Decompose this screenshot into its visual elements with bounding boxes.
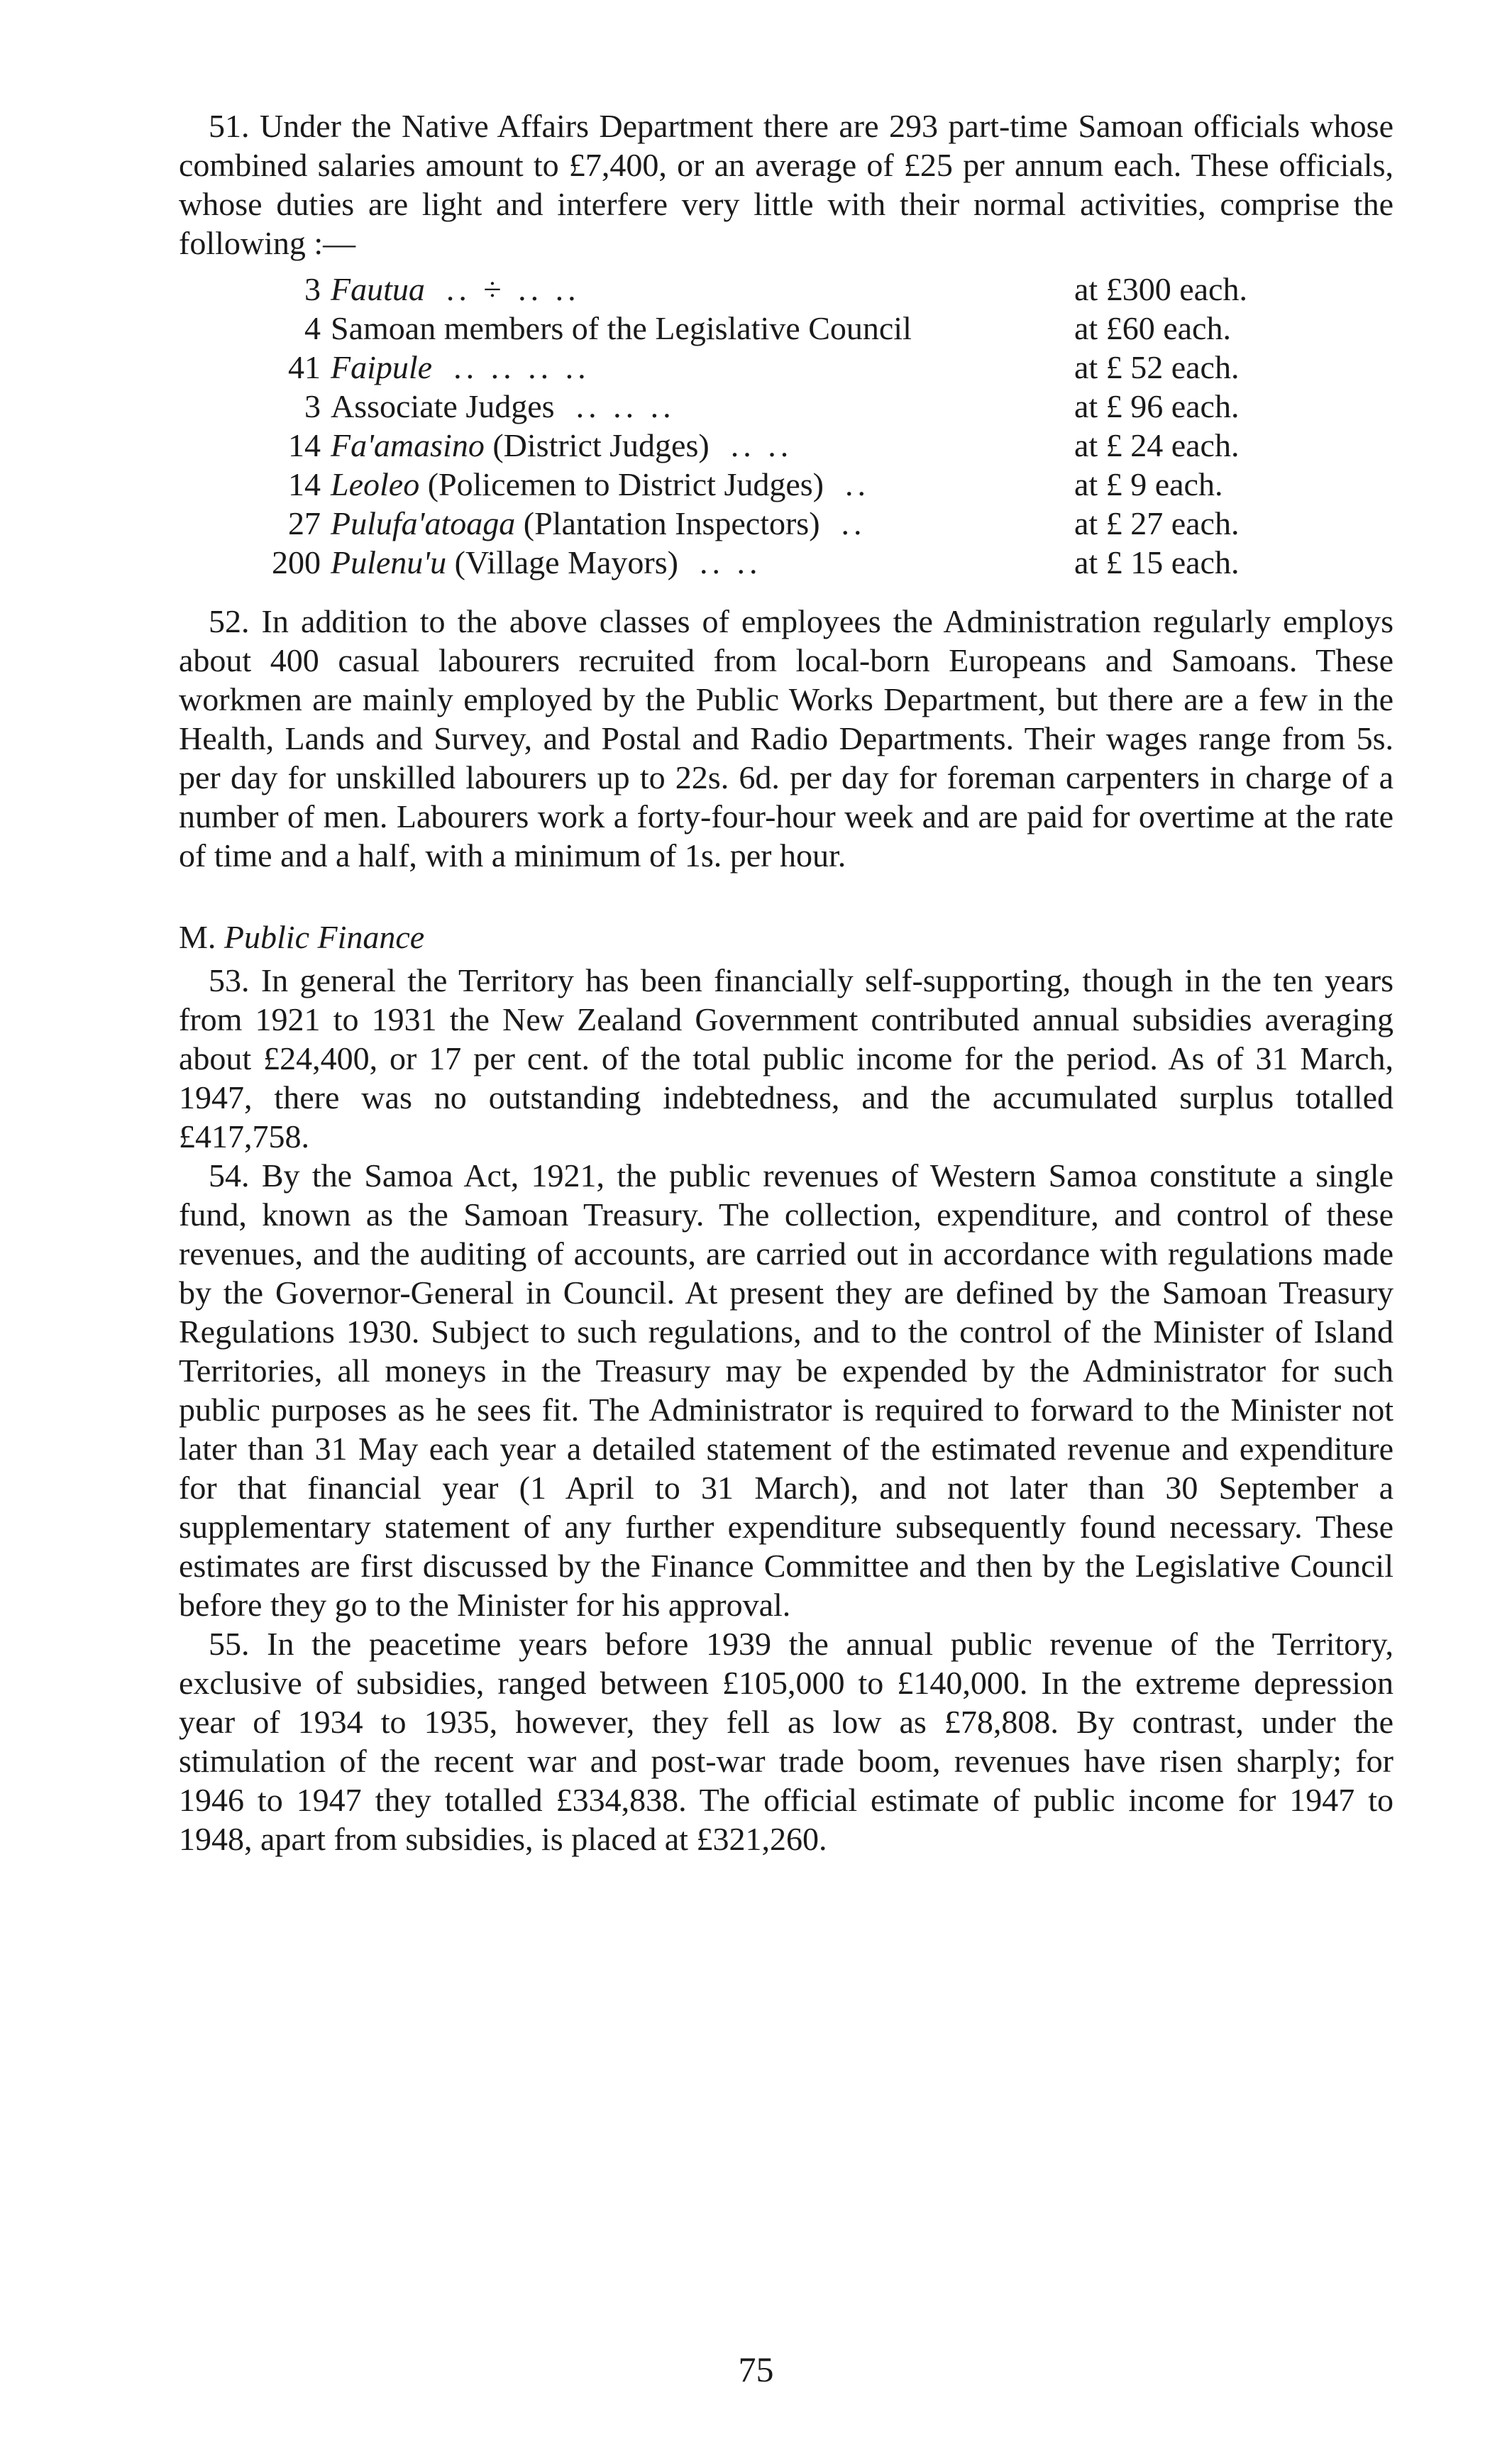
officials-salary-table <box>179 270 1287 582</box>
table-row <box>179 426 1287 465</box>
leader-dots: .. .. .. <box>575 388 675 424</box>
table-row <box>179 387 1287 426</box>
official-count: 3 <box>304 271 321 307</box>
leader-dots: .. <box>845 466 870 502</box>
official-rate: at £ 24 each. <box>1074 427 1240 463</box>
document-page <box>179 106 1394 1858</box>
paragraph-51: 51. Under the Native Affairs Department there are 293 part-time Samoan officials whose combined salaries amount to £7,400, or an average of £25 per annum each. These officials, whose duties are light and interfere very little with their normal activities, comprise the following :— <box>179 108 1394 261</box>
page-number: 75 <box>738 2350 774 2389</box>
official-title-italic: Pulenu'u <box>331 544 447 580</box>
official-title-italic: Fautua <box>331 271 425 307</box>
table-row <box>179 465 1287 504</box>
section-title: Public Finance <box>224 919 425 955</box>
leader-dots: .. .. <box>699 544 762 580</box>
official-rate: at £300 each. <box>1074 271 1247 307</box>
official-title-italic: Faipule <box>331 349 433 385</box>
official-title <box>331 270 1074 309</box>
paragraph-52: 52. In addition to the above classes of employees the Administration regularly employs about 400 casual labourers recruited from local-born Europeans and Samoans. These workmen are mainly employed by the Public Works Department, but there are a few in the Health, Lands and Survey, and Postal and Radio Departments. Their wages range from 5s. per day for unskilled labourers up to 22s. 6d. per day for foreman carpenters in charge of a number of men. Labourers work a forty-four-hour week and are paid for overtime at the rate of time and a half, with a minimum of 1s. per hour. <box>179 603 1394 874</box>
official-title <box>331 543 1074 582</box>
leader-dots: .. .. .. .. <box>453 349 590 385</box>
section-letter: M. <box>179 919 216 955</box>
table-row <box>179 543 1287 582</box>
official-rate: at £ 96 each. <box>1074 388 1240 424</box>
official-rate: at £ 9 each. <box>1074 466 1223 502</box>
official-count: 41 <box>288 349 321 385</box>
official-count: 3 <box>304 388 321 424</box>
official-count: 14 <box>288 427 321 463</box>
official-title <box>331 309 1074 348</box>
paragraph-55: 55. In the peacetime years before 1939 the annual public revenue of the Territory, exclusive of subsidies, ranged between £105,000 to £140,000. In the extreme depression year of 1934 to 1935, however, they fell as low as £78,808. By contrast, under the stimulation of the recent war and post-war trade boom, revenues have risen sharply; for 1946 to 1947 they totalled £334,838. The official estimate of public income for 1947 to 1948, apart from subsidies, is placed at £321,260. <box>179 1626 1394 1857</box>
leader-dots: .. <box>841 505 866 541</box>
official-title <box>331 387 1074 426</box>
paragraph-53: 53. In general the Territory has been financially self-supporting, though in the ten years from 1921 to 1931 the New Zealand Government contributed annual subsidies averaging about £24,400, or 17 per cent. of the total public income for the period. As of 31 March, 1947, there was no outstanding indebtedness, and the accumulated surplus totalled £417,758. <box>179 962 1394 1155</box>
official-title-italic: Leoleo <box>331 466 420 502</box>
official-rate: at £60 each. <box>1074 310 1231 346</box>
leader-dots <box>912 310 933 346</box>
official-title-plain: (Policemen to District Judges) <box>419 466 824 502</box>
official-count: 4 <box>304 310 321 346</box>
official-rate: at £ 15 each. <box>1074 544 1240 580</box>
table-row <box>179 309 1287 348</box>
official-title-italic: Pulufa'atoaga <box>331 505 516 541</box>
table-row <box>179 504 1287 543</box>
official-rate: at £ 52 each. <box>1074 349 1240 385</box>
leader-dots: .. ÷ .. .. <box>446 271 580 307</box>
official-title <box>331 465 1074 504</box>
official-count: 200 <box>272 544 321 580</box>
official-rate: at £ 27 each. <box>1074 505 1240 541</box>
official-title <box>331 504 1074 543</box>
paragraph-54: 54. By the Samoa Act, 1921, the public revenues of Western Samoa constitute a single fund, known as the Samoan Treasury. The collection, expenditure, and control of these revenues, and the auditing of accounts, are carried out in accordance with regulations made by the Governor-General in Council. At present they are defined by the Samoan Treasury Regulations 1930. Subject to such regulations, and to the control of the Minister of Island Territories, all moneys in the Treasury may be expended by the Administrator for such public purposes as he sees fit. The Administrator is required to forward to the Minister not later than 31 May each year a detailed statement of the estimated revenue and expenditure for that financial year (1 April to 31 March), and not later than 30 September a supplementary statement of any further expenditure subsequently found necessary. These estimates are first discussed by the Finance Committee and then by the Legislative Council before they go to the Minister for his approval. <box>179 1157 1394 1623</box>
table-row <box>179 270 1287 309</box>
official-count: 27 <box>288 505 321 541</box>
official-title-plain: (Plantation Inspectors) <box>515 505 820 541</box>
official-count: 14 <box>288 466 321 502</box>
official-title <box>331 348 1074 387</box>
official-title-plain: (Village Mayors) <box>446 544 678 580</box>
official-title-italic: Fa'amasino <box>331 427 485 463</box>
official-title-plain: Associate Judges <box>331 388 555 424</box>
table-row <box>179 348 1287 387</box>
official-title <box>331 426 1074 465</box>
section-heading <box>179 918 1394 957</box>
leader-dots: .. .. <box>730 427 793 463</box>
official-title-plain: (District Judges) <box>484 427 710 463</box>
official-title-plain: Samoan members of the Legislative Council <box>331 310 912 346</box>
